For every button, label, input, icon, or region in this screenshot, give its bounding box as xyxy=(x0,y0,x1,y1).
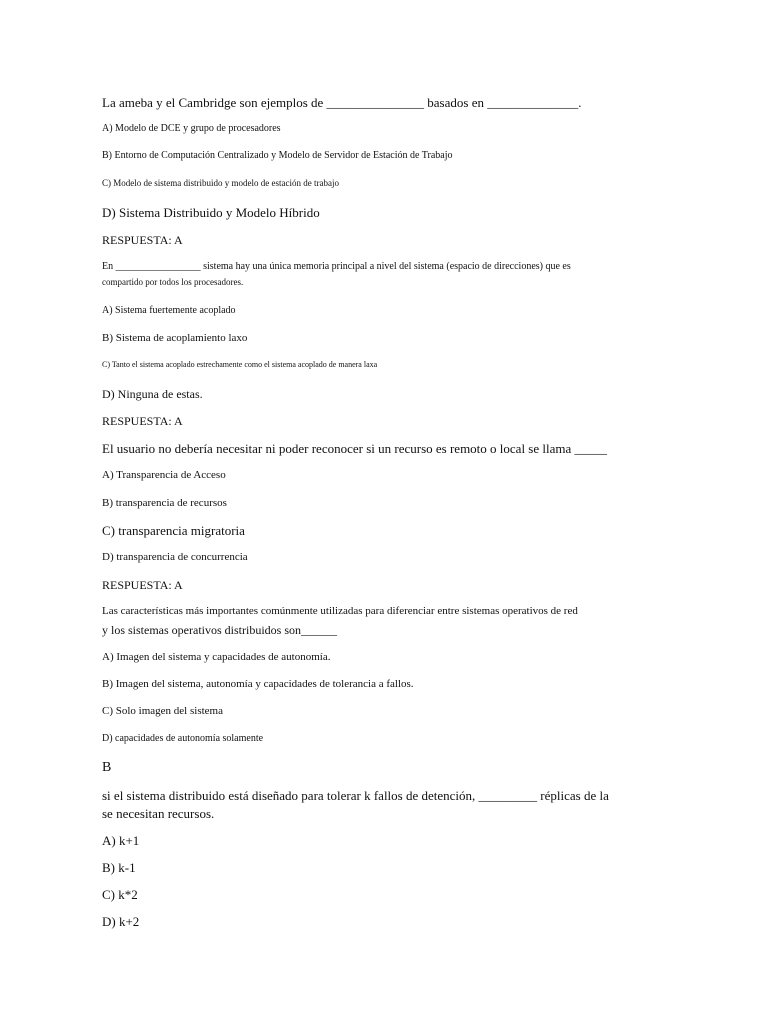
question-3-option-a: A) Transparencia de Acceso xyxy=(102,469,226,481)
question-2-answer: RESPUESTA: A xyxy=(102,414,183,428)
question-5-option-b: B) k-1 xyxy=(102,860,136,875)
question-5-text-line2: se necesitan recursos. xyxy=(102,806,215,821)
question-4-text-line1: Las características más importantes comúnmente utilizadas para diferenciar entre sistemas operativos de red xyxy=(102,605,578,617)
question-4-option-d: D) capacidades de autonomía solamente xyxy=(102,733,264,744)
question-3-option-d: D) transparencia de concurrencia xyxy=(102,551,248,563)
question-2-option-b: B) Sistema de acoplamiento laxo xyxy=(102,332,248,344)
question-5-option-d: D) k+2 xyxy=(102,914,140,929)
question-3-text: El usuario no debería necesitar ni poder reconocer si un recurso es remoto o local se llama _____ xyxy=(102,441,608,456)
question-3-option-c: C) transparencia migratoria xyxy=(102,523,245,538)
question-1-option-c: C) Modelo de sistema distribuido y modelo de estación de trabajo xyxy=(102,178,339,188)
question-1-answer: RESPUESTA: A xyxy=(102,233,183,247)
question-5-option-c: C) k*2 xyxy=(102,887,138,902)
question-4-option-c: C) Solo imagen del sistema xyxy=(102,705,223,717)
question-1-text: La ameba y el Cambridge son ejemplos de _______________ basados en ______________. xyxy=(102,95,582,110)
question-3-option-b: B) transparencia de recursos xyxy=(102,497,227,509)
question-4-option-b: B) Imagen del sistema, autonomía y capacidades de tolerancia a fallos. xyxy=(102,678,414,690)
question-4-option-a: A) Imagen del sistema y capacidades de autonomía. xyxy=(102,651,331,663)
question-5-option-a: A) k+1 xyxy=(102,833,140,848)
question-2-option-c: C) Tanto el sistema acoplado estrechamente como el sistema acoplado de manera laxa xyxy=(102,360,378,369)
question-1-option-a: A) Modelo de DCE y grupo de procesadores xyxy=(102,123,281,134)
question-4-text-line2: y los sistemas operativos distribuidos son______ xyxy=(102,623,337,637)
question-1-option-b: B) Entorno de Computación Centralizado y Modelo de Servidor de Estación de Trabajo xyxy=(102,150,453,161)
question-2-text-line1: En _________________ sistema hay una única memoria principal a nivel del sistema (espacio de direcciones) que es xyxy=(102,261,571,272)
question-2-text-line2: compartido por todos los procesadores. xyxy=(102,277,244,287)
question-3-answer: RESPUESTA: A xyxy=(102,578,183,592)
question-4-answer: B xyxy=(102,760,112,775)
question-2-option-a: A) Sistema fuertemente acoplado xyxy=(102,305,236,316)
question-5-text-line1: si el sistema distribuido está diseñado para tolerar k fallos de detención, _________ réplicas de la xyxy=(102,788,609,803)
question-1-option-d: D) Sistema Distribuido y Modelo Híbrido xyxy=(102,205,320,220)
question-2-option-d: D) Ninguna de estas. xyxy=(102,387,203,401)
